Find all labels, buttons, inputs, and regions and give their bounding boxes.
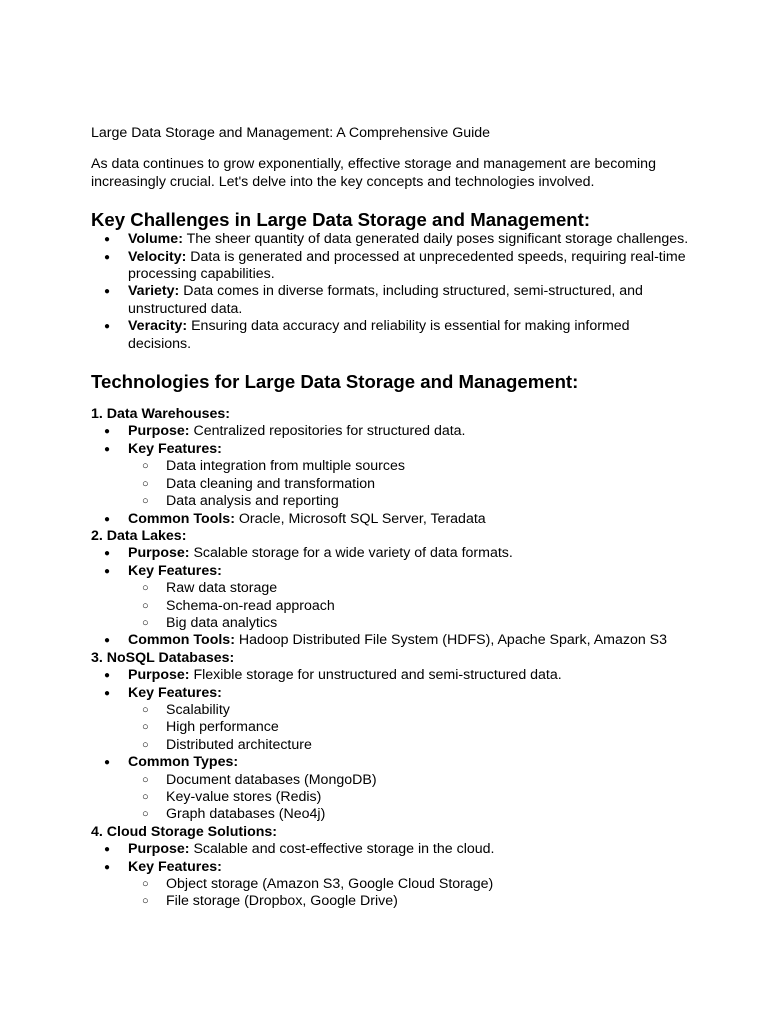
feature-item: ○ File storage (Dropbox, Google Drive)	[91, 893, 691, 910]
section-list	[91, 754, 691, 771]
feature-item: ○ Scalability	[91, 702, 691, 719]
purpose-item	[91, 423, 691, 440]
feature-item: ○ High performance	[91, 719, 691, 736]
section-list	[91, 667, 691, 702]
feature-item: ○ Data analysis and reporting	[91, 493, 691, 510]
feature-item: ○ Schema-on-read approach	[91, 598, 691, 615]
challenge-term: Volume:	[128, 231, 183, 248]
feature-item: ○ Data integration from multiple sources	[91, 458, 691, 475]
challenges-list	[91, 231, 691, 353]
features-sublist	[91, 702, 691, 754]
purpose-item	[91, 667, 691, 684]
challenge-item	[91, 231, 691, 248]
features-label: Key Features:	[128, 440, 222, 457]
features-label: Key Features:	[128, 562, 222, 579]
challenge-item	[91, 249, 691, 284]
technologies-heading: Technologies for Large Data Storage and Management:	[91, 371, 579, 393]
type-item: ○ Key-value stores (Redis)	[91, 789, 691, 806]
purpose-item	[91, 841, 691, 858]
document-title: Large Data Storage and Management: A Comprehensive Guide	[91, 125, 491, 141]
features-sublist	[91, 458, 691, 510]
features-label: Key Features:	[128, 858, 222, 875]
section-title-nosql-databases: 3. NoSQL Databases:	[91, 649, 235, 666]
types-item	[91, 754, 691, 771]
purpose-text: Centralized repositories for structured data.	[189, 423, 466, 440]
tools-label: Common Tools:	[128, 632, 235, 649]
purpose-label: Purpose:	[128, 423, 190, 440]
features-sublist	[91, 580, 691, 632]
purpose-text: Scalable and cost-effective storage in the cloud.	[189, 841, 495, 858]
document-content	[91, 125, 691, 911]
feature-item: ○ Data cleaning and transformation	[91, 476, 691, 493]
purpose-label: Purpose:	[128, 667, 190, 684]
challenges-heading: Key Challenges in Large Data Storage and Management:	[91, 209, 591, 231]
section-title-data-lakes: 2. Data Lakes:	[91, 527, 187, 544]
features-item	[91, 563, 691, 580]
feature-item: ○ Raw data storage	[91, 580, 691, 597]
section-list	[91, 511, 691, 528]
section-list	[91, 841, 691, 876]
type-item: ○ Graph databases (Neo4j)	[91, 806, 691, 823]
challenge-item	[91, 283, 691, 318]
technology-sections	[91, 406, 691, 911]
feature-item: ○ Object storage (Amazon S3, Google Cloud Storage)	[91, 876, 691, 893]
tools-item	[91, 511, 691, 528]
features-item	[91, 859, 691, 876]
tools-label: Common Tools:	[128, 510, 235, 527]
challenge-item	[91, 318, 691, 353]
challenge-text: The sheer quantity of data generated daily poses significant storage challenges.	[182, 231, 689, 248]
purpose-text: Flexible storage for unstructured and semi-structured data.	[189, 667, 562, 684]
types-label: Common Types:	[128, 754, 239, 771]
features-label: Key Features:	[128, 684, 222, 701]
features-sublist	[91, 876, 691, 911]
tools-item	[91, 632, 691, 649]
purpose-item	[91, 545, 691, 562]
feature-item: ○ Big data analytics	[91, 615, 691, 632]
tools-text: Hadoop Distributed File System (HDFS), Apache Spark, Amazon S3	[234, 632, 668, 649]
features-item	[91, 441, 691, 458]
purpose-text: Scalable storage for a wide variety of data formats.	[189, 545, 513, 562]
challenge-text: Data comes in diverse formats, including structured, semi-structured, and unstructured data.	[128, 283, 643, 317]
feature-item: ○ Distributed architecture	[91, 737, 691, 754]
purpose-label: Purpose:	[128, 545, 190, 562]
section-list	[91, 545, 691, 580]
type-item: ○ Document databases (MongoDB)	[91, 772, 691, 789]
purpose-label: Purpose:	[128, 841, 190, 858]
section-list	[91, 632, 691, 649]
challenge-term: Variety:	[128, 283, 180, 300]
challenge-term: Velocity:	[128, 248, 187, 265]
section-title-data-warehouses: 1. Data Warehouses:	[91, 406, 231, 423]
types-sublist	[91, 772, 691, 824]
features-item	[91, 685, 691, 702]
intro-paragraph: As data continues to grow exponentially, effective storage and management are becoming increasingly crucial. Let's delve into the key concepts and technologies involved.	[91, 156, 656, 190]
challenge-term: Veracity:	[128, 318, 188, 335]
section-list	[91, 423, 691, 458]
section-title-cloud-storage: 4. Cloud Storage Solutions:	[91, 823, 278, 840]
challenge-text: Data is generated and processed at unprecedented speeds, requiring real-time processing capabilities.	[128, 248, 686, 283]
tools-text: Oracle, Microsoft SQL Server, Teradata	[234, 510, 486, 527]
challenge-text: Ensuring data accuracy and reliability is essential for making informed decisions.	[128, 318, 630, 352]
